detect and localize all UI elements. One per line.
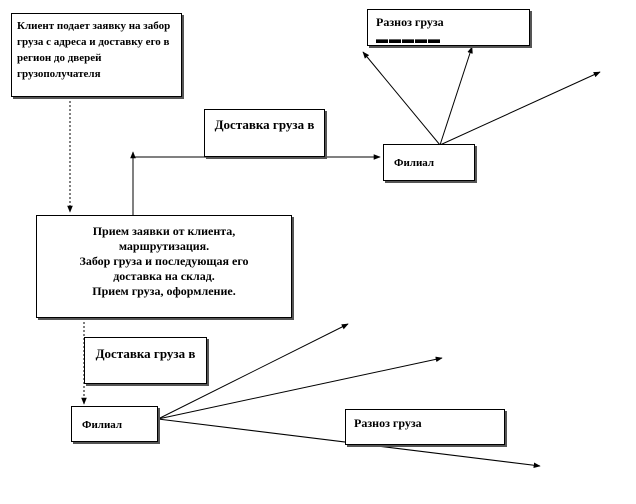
distribution-box-bottom [345,409,505,445]
fan-top-3 [440,72,600,145]
main-process-line1: Прием заявки от клиента, [92,224,236,238]
branch-bottom-text: Филиал [82,419,123,431]
branch-top-text: Филиал [394,157,435,169]
delivery-top-text: Доставка груза в [214,117,315,132]
branch-box-bottom [71,406,158,442]
fan-top-2 [440,47,472,145]
distribution-top-text: Разноз груза [376,15,444,29]
distribution-top-clipped: ▬▬▬▬▬ [376,32,441,46]
arrow-process-to-branch-top [133,157,380,215]
main-process-line4: доставка на склад. [113,269,215,283]
distribution-bottom-text: Разноз груза [354,416,422,430]
distribution-box-top [367,9,530,46]
delivery-box-bottom [84,337,207,384]
main-process-box [36,215,292,318]
delivery-box-top [204,109,325,157]
client-request-box [11,13,182,97]
main-process-line5: Прием груза, оформление. [92,284,236,298]
client-request-text: Клиент подает заявку на забор груза с адреса и доставку его в регион до дверей грузополучателя [17,20,171,80]
branch-box-top [383,144,475,181]
delivery-bottom-text: Доставка груза в [95,346,196,361]
main-process-line3: Забор груза и последующая его [79,254,249,268]
main-process-line2: маршрутизация. [118,239,210,253]
fan-top-1 [363,52,440,145]
